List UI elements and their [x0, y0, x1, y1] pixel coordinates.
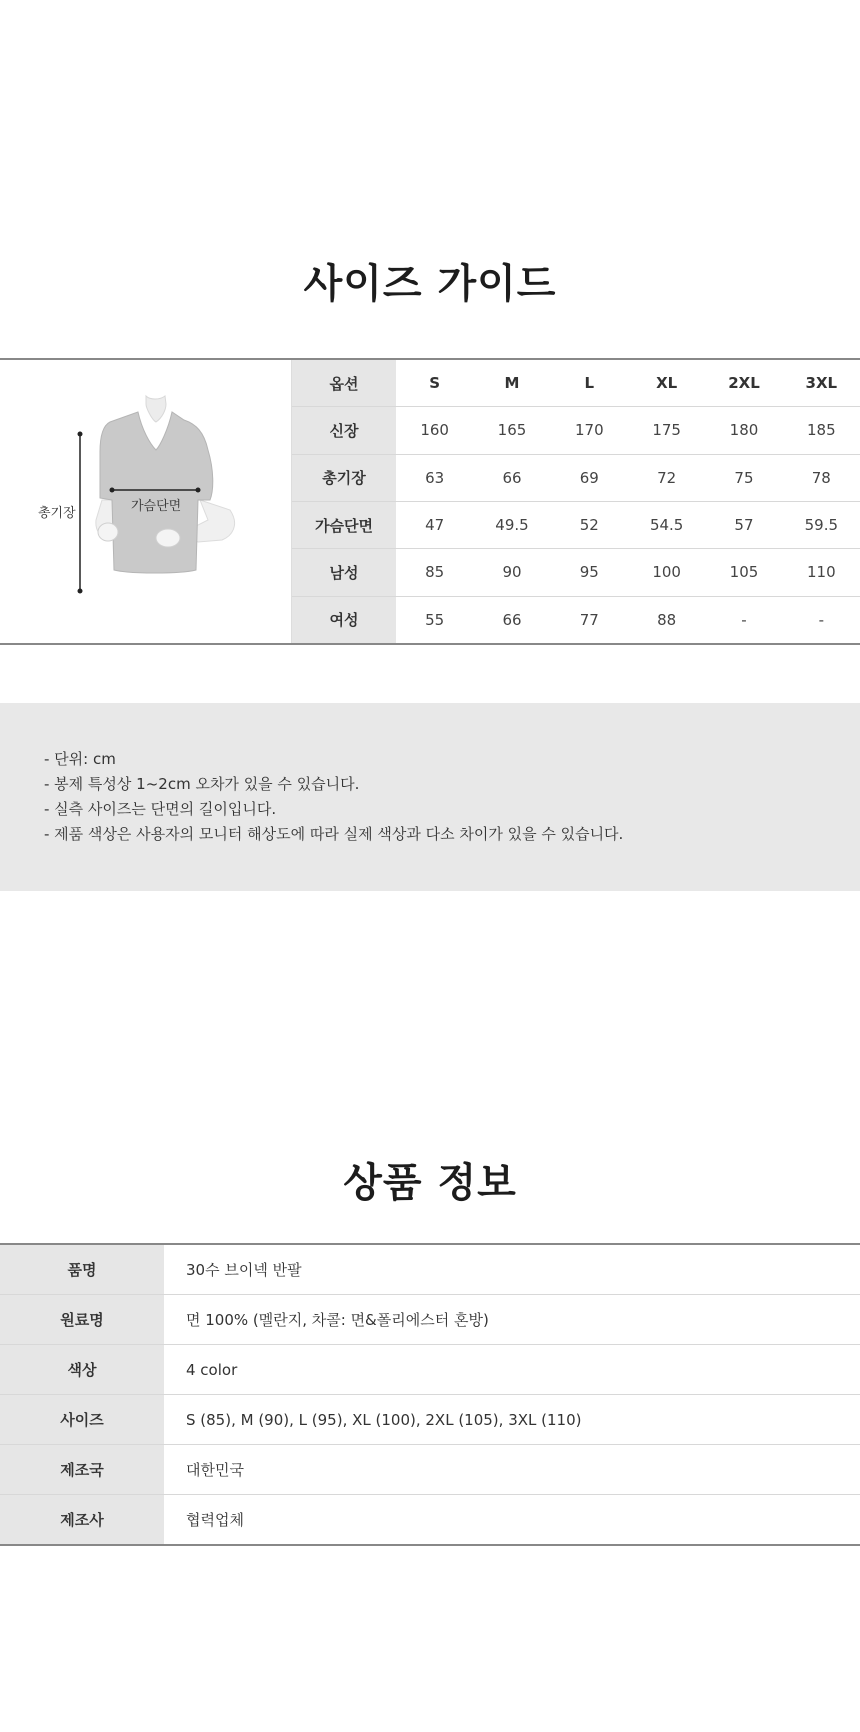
size-table — [292, 360, 860, 643]
info-value: 4 color — [164, 1345, 860, 1395]
size-guide-title: 사이즈 가이드 — [303, 261, 557, 307]
size-cell: 110 — [783, 549, 860, 596]
size-cell: 47 — [396, 501, 473, 548]
info-row — [0, 1495, 860, 1546]
size-row-length — [292, 454, 860, 501]
size-cell: 100 — [628, 549, 705, 596]
option-header: 옵션 — [292, 360, 396, 407]
chest-label: 가슴단면 — [131, 499, 182, 514]
size-header-cell: XL — [628, 360, 705, 407]
note-line: - 실측 사이즈는 단면의 길이입니다. — [44, 800, 277, 818]
size-row-men — [292, 549, 860, 596]
info-value: 면 100% (멜란지, 차콜: 면&폴리에스터 혼방) — [164, 1295, 860, 1345]
info-label: 제조사 — [0, 1495, 164, 1546]
size-header-row — [292, 360, 860, 407]
size-cell: 160 — [396, 407, 473, 454]
info-row — [0, 1244, 860, 1295]
info-label: 색상 — [0, 1345, 164, 1395]
size-header-cell: M — [473, 360, 550, 407]
size-cell: 90 — [473, 549, 550, 596]
size-cell: 95 — [551, 549, 628, 596]
size-cell: 170 — [551, 407, 628, 454]
row-label: 가슴단면 — [292, 501, 396, 548]
size-cell: 69 — [551, 454, 628, 501]
info-label: 사이즈 — [0, 1395, 164, 1445]
size-cell: 72 — [628, 454, 705, 501]
note-line: - 제품 색상은 사용자의 모니터 해상도에 따라 실제 색상과 다소 차이가 있을 수 있습니다. — [44, 825, 624, 843]
size-cell: 49.5 — [473, 501, 550, 548]
size-cell: 165 — [473, 407, 550, 454]
size-header-cell: 2XL — [705, 360, 782, 407]
product-info-title: 상품 정보 — [343, 1160, 517, 1206]
length-label: 총기장 — [38, 506, 76, 521]
info-label: 품명 — [0, 1244, 164, 1295]
size-cell: 77 — [579, 610, 599, 629]
size-header-cell: L — [551, 360, 628, 407]
size-cell: 57 — [705, 501, 782, 548]
size-cell: 66 — [473, 454, 550, 501]
size-cell: 52 — [551, 501, 628, 548]
size-row-height — [292, 407, 860, 454]
size-cell: 85 — [396, 549, 473, 596]
size-cell: 175 — [628, 407, 705, 454]
size-cell: 88 — [657, 610, 677, 629]
size-cell: - — [741, 610, 747, 629]
size-cell: 55 — [425, 610, 445, 629]
row-label: 총기장 — [292, 454, 396, 501]
row-label: 남성 — [292, 549, 396, 596]
size-cell: 54.5 — [628, 501, 705, 548]
size-row-chest — [292, 501, 860, 548]
size-cell: 66 — [502, 610, 522, 629]
size-cell: 185 — [783, 407, 860, 454]
size-guide-block — [0, 358, 860, 645]
size-header-cell: S — [396, 360, 473, 407]
info-value: 대한민국 — [164, 1445, 860, 1495]
size-cell: 75 — [705, 454, 782, 501]
info-label: 원료명 — [0, 1295, 164, 1345]
row-label: 신장 — [292, 407, 396, 454]
info-row — [0, 1445, 860, 1495]
note-line: - 봉제 특성상 1~2cm 오차가 있을 수 있습니다. — [44, 775, 360, 793]
product-info-table — [0, 1243, 860, 1546]
info-row — [0, 1295, 860, 1345]
size-cell: 105 — [705, 549, 782, 596]
info-value: 30수 브이넥 반팔 — [164, 1244, 860, 1295]
size-figure — [0, 360, 292, 643]
info-value: S (85), M (90), L (95), XL (100), 2XL (105), 3XL (110) — [164, 1395, 860, 1445]
row-label: 여성 — [292, 596, 396, 643]
info-row — [0, 1345, 860, 1395]
notes-box — [0, 703, 860, 891]
size-row-women — [292, 596, 860, 643]
size-header-cell: 3XL — [783, 360, 860, 407]
note-line: - 단위: cm — [44, 750, 116, 768]
size-cell: 63 — [396, 454, 473, 501]
size-cell: 78 — [783, 454, 860, 501]
info-label: 제조국 — [0, 1445, 164, 1495]
info-value: 협력업체 — [186, 1511, 244, 1529]
size-cell: - — [818, 610, 825, 629]
size-cell: 59.5 — [783, 501, 860, 548]
info-row — [0, 1395, 860, 1445]
size-cell: 180 — [705, 407, 782, 454]
